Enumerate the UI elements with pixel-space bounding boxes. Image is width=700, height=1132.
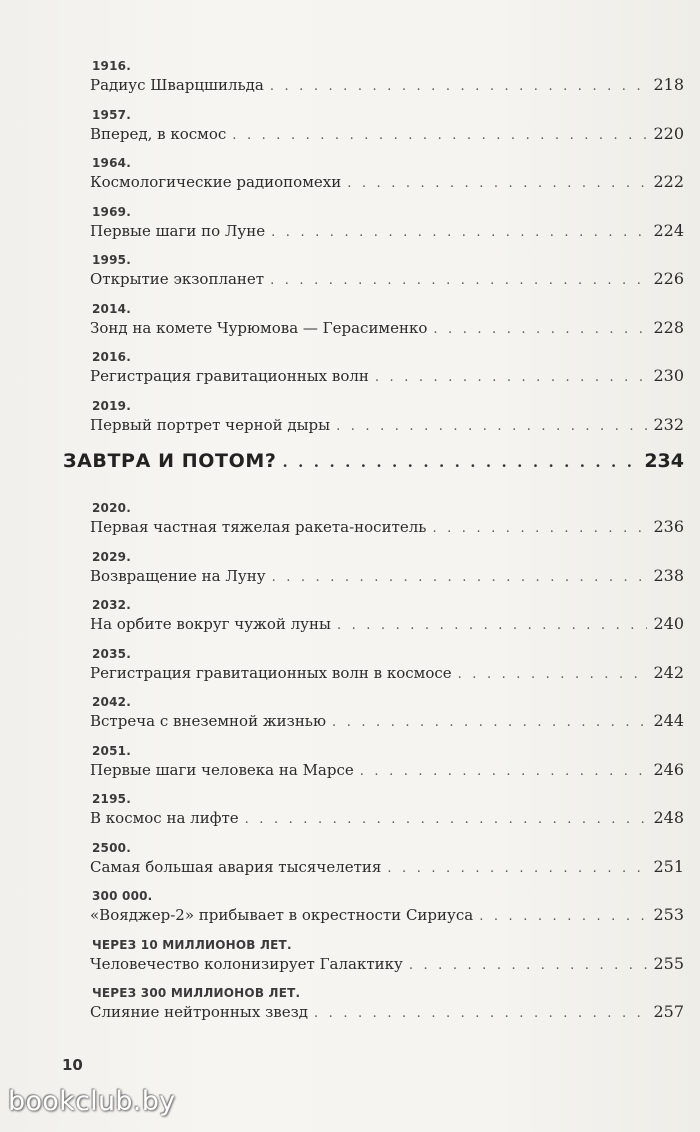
entry-line: [90, 567, 684, 587]
leader-dots: [283, 453, 639, 471]
toc-entry: [90, 299, 684, 348]
entry-line: [90, 416, 684, 436]
leader-dots: [458, 666, 648, 684]
entry-year: 2051.: [92, 743, 131, 758]
leader-dots: [314, 1005, 647, 1023]
section-line: [63, 452, 684, 471]
entry-year: ЧЕРЕЗ 300 МИЛЛИОНОВ ЛЕТ.: [92, 986, 301, 1000]
entry-title: Самая большая авария тысячелетия: [90, 857, 382, 876]
leader-dots: [375, 369, 648, 387]
entry-title: Радиус Шварцшильда: [90, 76, 264, 94]
entry-year: 2020.: [92, 501, 131, 515]
entry-line: [90, 319, 684, 339]
entry-title: Первый портрет черной дыры: [90, 415, 331, 434]
leader-dots: [232, 127, 647, 145]
entry-year: 1995.: [92, 253, 131, 267]
leader-dots: [479, 908, 647, 926]
section-page: 234: [644, 450, 684, 472]
entry-title: Возвращение на Луну: [90, 566, 266, 585]
entry-line: [90, 1003, 684, 1023]
entry-line: [90, 76, 684, 96]
page-number: 10: [62, 1056, 83, 1074]
toc-entry: [90, 789, 684, 838]
entry-line: [90, 858, 684, 878]
entry-page: 257: [653, 1002, 684, 1021]
leader-dots: [433, 321, 647, 339]
entry-page: 226: [653, 269, 684, 288]
leader-dots: [336, 418, 647, 436]
leader-dots: [272, 569, 648, 587]
toc-entry: [90, 935, 684, 984]
entry-title: Регистрация гравитационных волн: [90, 367, 369, 385]
toc-entry: [90, 692, 684, 741]
entry-line: [90, 615, 684, 635]
entry-title: Космологические радиопомехи: [90, 173, 342, 191]
entry-title: Первые шаги по Луне: [90, 221, 266, 240]
entry-title: Открытие экзопланет: [90, 270, 265, 288]
entry-page: 222: [653, 172, 684, 191]
entry-page: 240: [653, 614, 684, 633]
entry-page: 246: [653, 759, 684, 779]
toc-entry: [90, 644, 684, 693]
toc-entry: [90, 347, 684, 396]
leader-dots: [360, 763, 648, 781]
entry-year: 2014.: [92, 301, 131, 316]
entry-title: Слияние нейтронных звезд: [90, 1003, 308, 1021]
entry-year: 2035.: [92, 646, 131, 661]
entry-page: 228: [653, 317, 684, 337]
entry-year: 2500.: [92, 840, 131, 855]
entry-title: Первая частная тяжелая ракета-носитель: [90, 518, 427, 536]
entry-year: ЧЕРЕЗ 10 МИЛЛИОНОВ ЛЕТ.: [92, 937, 292, 952]
entry-page: 253: [653, 905, 684, 924]
entry-title: Регистрация гравитационных волн в космосе: [90, 663, 452, 682]
entry-line: [90, 761, 684, 781]
leader-dots: [270, 78, 648, 96]
entry-year: 2195.: [92, 792, 131, 806]
entry-title: «Вояджер-2» прибывает в окрестности Сириуса: [90, 906, 474, 924]
entry-line: [90, 518, 684, 538]
entry-page: 255: [653, 953, 684, 973]
entry-title: Вперед, в космос: [90, 124, 227, 143]
entry-line: [90, 906, 684, 926]
entry-title: На орбите вокруг чужой луны: [90, 615, 331, 633]
toc-entry: [90, 498, 684, 547]
entry-year: 1964.: [92, 156, 131, 170]
entry-page: 224: [653, 220, 684, 240]
entry-title: Встреча с внеземной жизнью: [90, 712, 327, 730]
toc-entry: [90, 886, 684, 935]
entry-page: 220: [653, 123, 684, 143]
toc-entry: [90, 56, 684, 105]
leader-dots: [347, 175, 647, 193]
entry-page: 251: [653, 856, 684, 876]
entry-page: 232: [653, 414, 684, 434]
entry-line: [90, 712, 684, 732]
entry-page: 242: [653, 662, 684, 682]
entry-line: [90, 270, 684, 290]
toc-entry: [90, 983, 684, 1032]
toc-entry: [90, 741, 684, 790]
leader-dots: [245, 811, 648, 829]
toc-entry: [90, 153, 684, 202]
entry-line: [90, 809, 684, 829]
entry-page: 230: [653, 366, 684, 385]
entry-line: [90, 222, 684, 242]
section-heading: [63, 444, 684, 498]
entry-title: Зонд на комете Чурюмова — Герасименко: [90, 318, 428, 337]
entry-title: Человечество колонизирует Галактику: [90, 954, 403, 973]
entry-year: 2042.: [92, 695, 131, 709]
entry-title: В космос на лифте: [90, 809, 239, 827]
entry-line: [90, 955, 684, 975]
leader-dots: [387, 860, 647, 878]
toc-entry: [90, 595, 684, 644]
entry-year: 2019.: [92, 398, 131, 413]
leader-dots: [409, 957, 648, 975]
leader-dots: [270, 272, 647, 290]
entry-year: 300 000.: [92, 889, 153, 903]
entry-title: Первые шаги человека на Марсе: [90, 760, 354, 779]
entry-line: [90, 125, 684, 145]
entry-year: 2029.: [92, 549, 131, 564]
toc-entry: [90, 202, 684, 251]
entry-line: [90, 367, 684, 387]
entry-page: 218: [653, 75, 684, 94]
leader-dots: [271, 224, 647, 242]
entry-line: [90, 664, 684, 684]
toc-entry: [90, 547, 684, 596]
entry-page: 244: [653, 711, 684, 730]
entry-year: 1916.: [92, 59, 131, 73]
entry-page: 236: [653, 517, 684, 536]
section-title: ЗАВТРА И ПОТОМ?: [63, 450, 277, 472]
toc-entry: [90, 838, 684, 887]
leader-dots: [332, 714, 647, 732]
toc-entry: [90, 250, 684, 299]
entry-page: 238: [653, 565, 684, 585]
entry-year: 1957.: [92, 107, 131, 122]
toc-entry: [90, 105, 684, 154]
entry-page: 248: [653, 808, 684, 827]
entry-year: 2032.: [92, 598, 131, 612]
entry-year: 1969.: [92, 204, 131, 219]
toc-entry: [90, 396, 684, 445]
leader-dots: [337, 617, 648, 635]
entry-year: 2016.: [92, 350, 131, 364]
entry-line: [90, 173, 684, 193]
watermark: bookclub.by: [8, 1086, 176, 1117]
table-of-contents: [63, 56, 684, 1032]
leader-dots: [432, 520, 647, 538]
